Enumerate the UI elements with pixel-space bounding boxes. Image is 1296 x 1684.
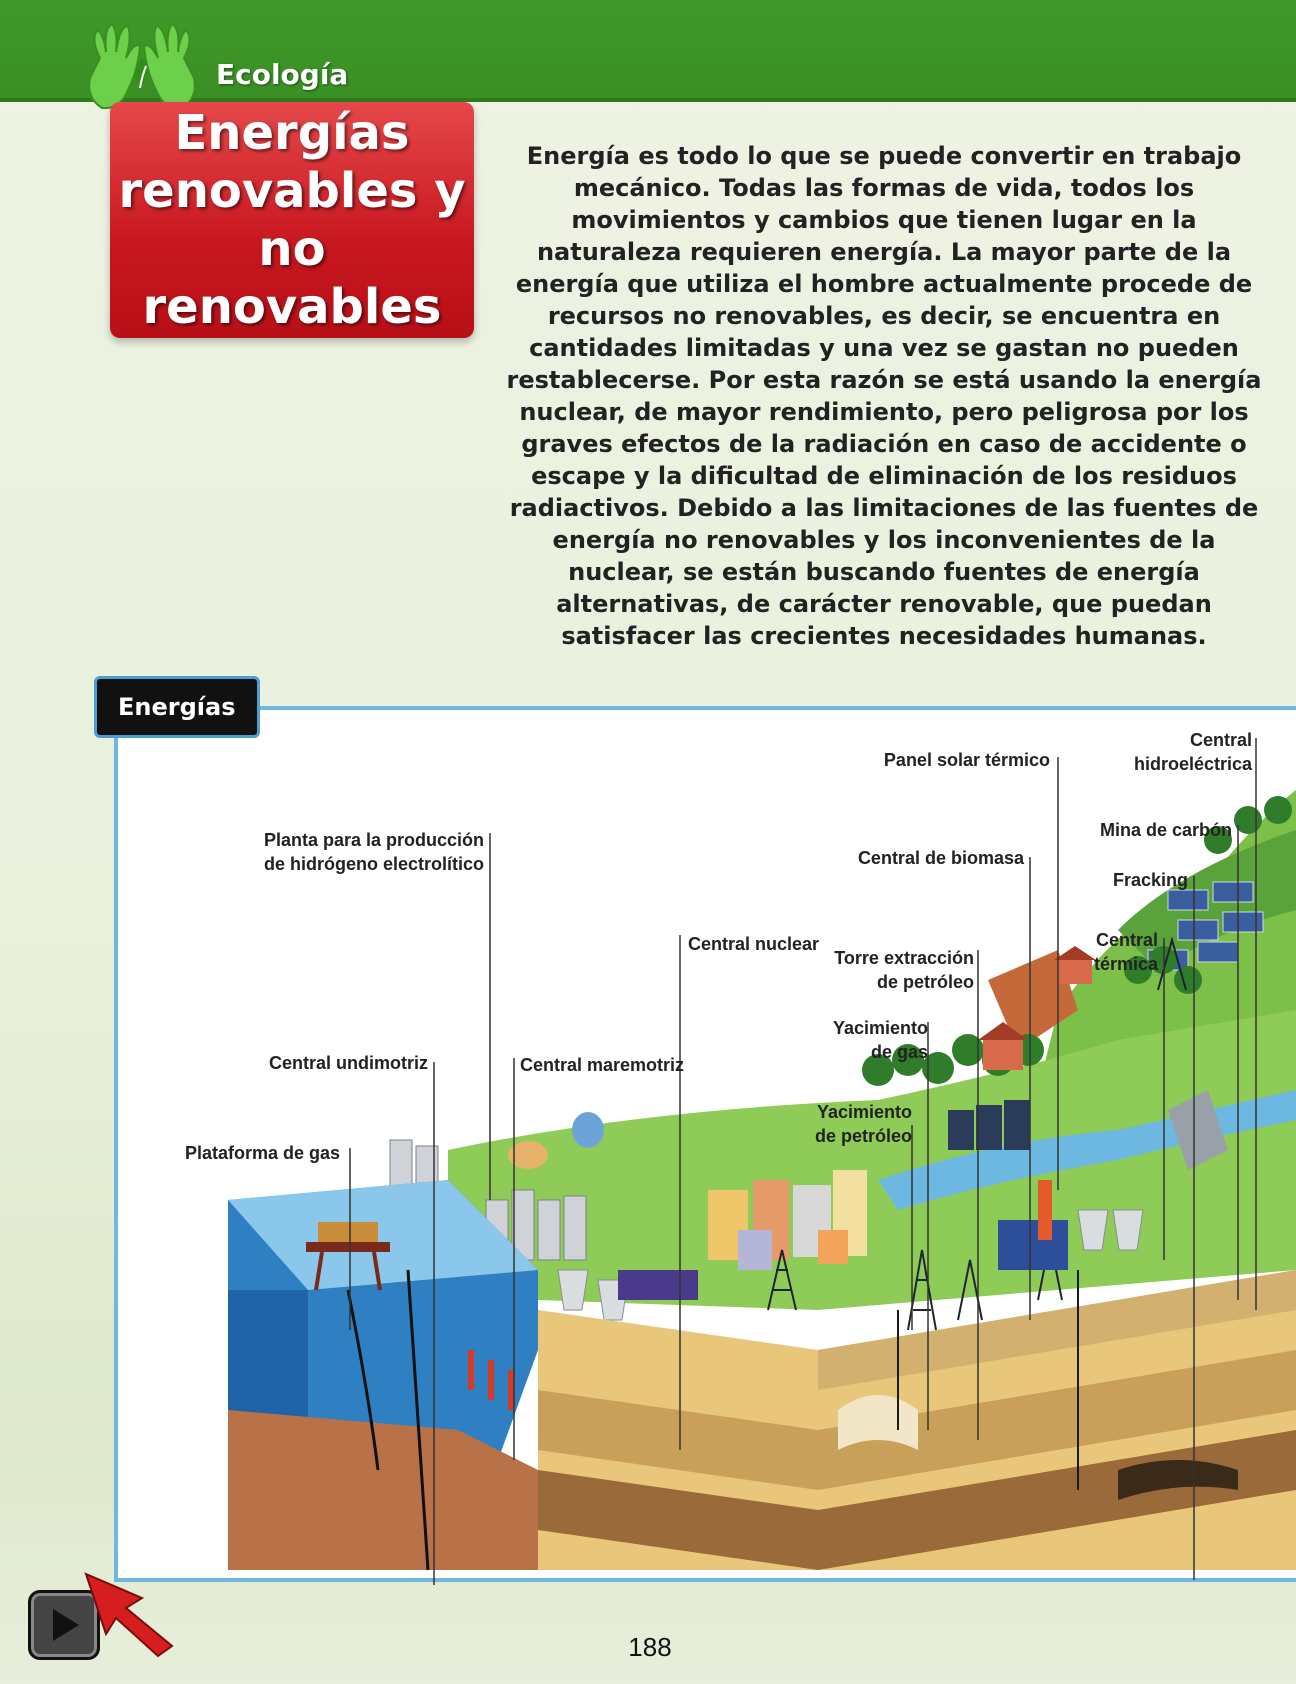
label-planta-hidrogeno-2: de hidrógeno electrolítico (263, 854, 484, 874)
label-central-biomasa: Central de biomasa (857, 848, 1024, 868)
label-central-maremotriz: Central maremotriz (520, 1055, 685, 1075)
label-yacimiento-petroleo-2: de petróleo (814, 1126, 912, 1146)
section-label: Ecología (216, 58, 349, 91)
label-central-hidro-1: Central (1189, 730, 1252, 750)
title-line: no renovables (142, 221, 442, 335)
label-central-hidro-2: hidroeléctrica (1133, 754, 1252, 774)
label-fracking: Fracking (1112, 870, 1188, 890)
figure-tab-label: Energías (118, 693, 236, 721)
red-arrow-icon (82, 1568, 178, 1658)
label-central-nuclear: Central nuclear (688, 934, 820, 954)
label-torre-extraccion-2: de petróleo (876, 972, 974, 992)
label-mina-carbon: Mina de carbón (1099, 820, 1232, 840)
label-panel-solar: Panel solar térmico (883, 750, 1050, 770)
page-title (110, 104, 474, 336)
page-number: 188 (628, 1632, 672, 1662)
label-yacimiento-gas-2: de gas (870, 1042, 928, 1062)
label-central-termica-1: Central (1095, 930, 1158, 950)
label-yacimiento-petroleo-1: Yacimiento (816, 1102, 912, 1122)
label-plataforma-gas: Plataforma de gas (184, 1143, 340, 1163)
label-central-termica-2: térmica (1093, 954, 1158, 974)
label-torre-extraccion-1: Torre extracción (834, 948, 974, 968)
title-line: renovables y (118, 163, 466, 219)
title-box (110, 102, 474, 338)
intro-paragraph: Energía es todo lo que se puede convertir en trabajo mecánico. Todas las formas de vida, todos los movimientos y cambios que tienen lugar en la naturaleza requieren energía. La mayor parte de la energía que utiliza el hombre actualmente procede de recursos no renovables, es decir, se encuentra en cantidades limitadas y una vez se gastan no pueden restablecerse. Por esta razón se está usando la energía nuclear, de mayor rendimiento, pero peligrosa por los graves efectos de la radiación en caso de accidente o escape y la dificultad de eliminación de los residuos radiactivos. Debido a las limitaciones de las fuentes de energía no renovables y los inconvenientes de la nuclear, se están buscando fuentes de energía alternativas, de carácter renovable, que puedan satisfacer las crecientes necesidades humanas. (506, 142, 1262, 650)
label-planta-hidrogeno-1: Planta para la producción (263, 830, 484, 850)
label-yacimiento-gas-1: Yacimiento (832, 1018, 928, 1038)
label-central-undimotriz: Central undimotriz (268, 1053, 428, 1073)
title-line: Energías (174, 105, 410, 161)
